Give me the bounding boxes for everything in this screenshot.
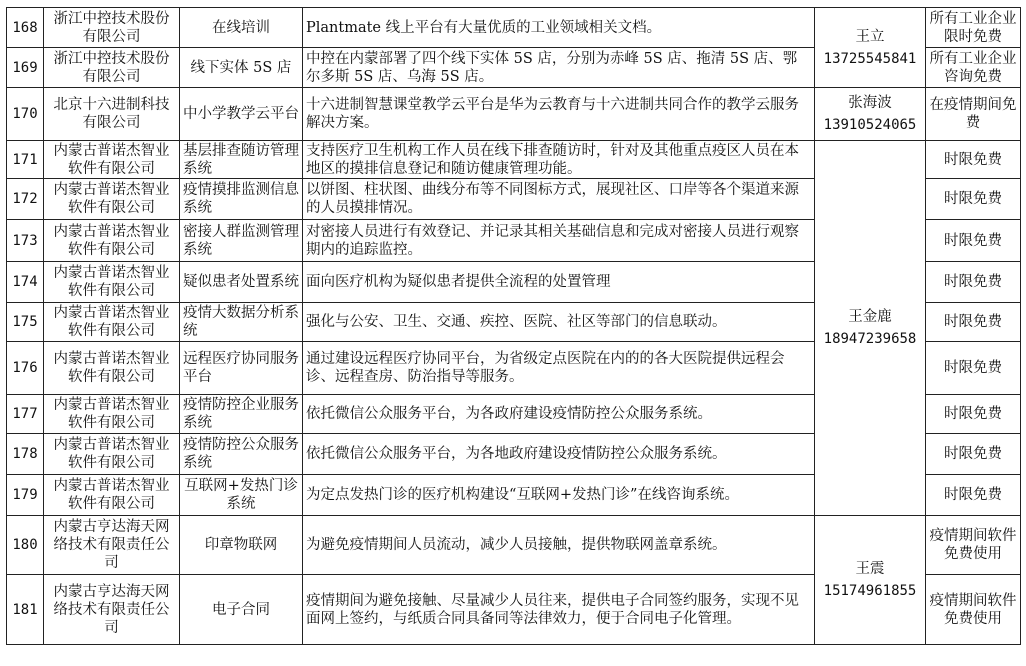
company-name: 内蒙古普诺杰智业软件有限公司 <box>44 141 180 179</box>
table-row <box>7 88 1021 141</box>
offer-note: 疫情期间软件免费使用 <box>926 575 1021 645</box>
product-name: 远程医疗协同服务平台 <box>180 342 303 395</box>
company-name: 内蒙古普诺杰智业软件有限公司 <box>44 475 180 516</box>
product-description: 为避免疫情期间人员流动，减少人员接触，提供物联网盖章系统。 <box>303 516 815 575</box>
offer-note: 时限免费 <box>926 262 1021 303</box>
company-name: 内蒙古普诺杰智业软件有限公司 <box>44 303 180 342</box>
row-number: 171 <box>7 141 44 179</box>
contact-phone: 15174961855 <box>823 583 917 599</box>
product-name: 线下实体 5S 店 <box>180 48 303 88</box>
contact-phone: 18947239658 <box>823 331 917 347</box>
product-description: 为定点发热门诊的医疗机构建设“互联网+发热门诊”在线咨询系统。 <box>303 475 815 516</box>
product-name: 基层排查随访管理系统 <box>180 141 303 179</box>
table-row <box>7 8 1021 48</box>
offer-note: 所有工业企业限时免费 <box>926 8 1021 48</box>
offer-note: 时限免费 <box>926 475 1021 516</box>
company-name: 内蒙古亨达海天网络技术有限责任公司 <box>44 516 180 575</box>
product-description: 通过建设远程医疗协同平台，为省级定点医院在内的的各大医院提供远程会诊、远程查房、防治指导等服务。 <box>303 342 815 395</box>
product-description: 对密接人员进行有效登记、并记录其相关基础信息和完成对密接人员进行观察期内的追踪监控。 <box>303 220 815 262</box>
row-number: 179 <box>7 475 44 516</box>
contact-cell <box>815 88 926 141</box>
offer-note: 疫情期间软件免费使用 <box>926 516 1021 575</box>
contact-cell <box>815 141 926 516</box>
offer-note: 时限免费 <box>926 303 1021 342</box>
row-number: 181 <box>7 575 44 645</box>
company-name: 内蒙古普诺杰智业软件有限公司 <box>44 179 180 220</box>
company-name: 内蒙古普诺杰智业软件有限公司 <box>44 342 180 395</box>
contact-name: 王立 <box>855 28 885 45</box>
company-name: 浙江中控技术股份有限公司 <box>44 8 180 48</box>
product-description: 中控在内蒙部署了四个线下实体 5S 店，分别为赤峰 5S 店、拖清 5S 店、鄂尔多斯 5S 店、乌海 5S 店。 <box>303 48 815 88</box>
offer-note: 时限免费 <box>926 434 1021 475</box>
row-number: 172 <box>7 179 44 220</box>
row-number: 177 <box>7 395 44 434</box>
product-description: 面向医疗机构为疑似患者提供全流程的处置管理 <box>303 262 815 303</box>
product-description: 依托微信公众服务平台，为各政府建设疫情防控公众服务系统。 <box>303 395 815 434</box>
offer-note: 在疫情期间免费 <box>926 88 1021 141</box>
offer-note: 时限免费 <box>926 179 1021 220</box>
product-name: 密接人群监测管理系统 <box>180 220 303 262</box>
row-number: 174 <box>7 262 44 303</box>
product-name: 印章物联网 <box>180 516 303 575</box>
offer-note: 时限免费 <box>926 395 1021 434</box>
product-name: 疫情防控企业服务系统 <box>180 395 303 434</box>
company-name: 北京十六进制科技有限公司 <box>44 88 180 141</box>
product-name: 电子合同 <box>180 575 303 645</box>
product-name: 中小学教学云平台 <box>180 88 303 141</box>
product-description: Plantmate 线上平台有大量优质的工业领域相关文档。 <box>303 8 815 48</box>
row-number: 175 <box>7 303 44 342</box>
company-name: 内蒙古普诺杰智业软件有限公司 <box>44 395 180 434</box>
product-description: 依托微信公众服务平台，为各地政府建设疫情防控公众服务系统。 <box>303 434 815 475</box>
contact-name: 王震 <box>855 561 885 577</box>
product-description: 十六进制智慧课堂教学云平台是华为云教育与十六进制共同合作的教学云服务解决方案。 <box>303 88 815 141</box>
service-table <box>6 7 1021 645</box>
offer-note: 所有工业企业咨询免费 <box>926 48 1021 88</box>
product-name: 疫情防控公众服务系统 <box>180 434 303 475</box>
product-description: 支持医疗卫生机构工作人员在线下排查随访时，针对及其他重点疫区人员在本地区的摸排信息登记和随访健康管理功能。 <box>303 141 815 179</box>
company-name: 内蒙古普诺杰智业软件有限公司 <box>44 434 180 475</box>
row-number: 173 <box>7 220 44 262</box>
row-number: 169 <box>7 48 44 88</box>
company-name: 浙江中控技术股份有限公司 <box>44 48 180 88</box>
row-number: 168 <box>7 8 44 48</box>
offer-note: 时限免费 <box>926 141 1021 179</box>
product-name: 疑似患者处置系统 <box>180 262 303 303</box>
row-number: 178 <box>7 434 44 475</box>
row-number: 176 <box>7 342 44 395</box>
offer-note: 时限免费 <box>926 220 1021 262</box>
offer-note: 时限免费 <box>926 342 1021 395</box>
product-name: 疫情摸排监测信息系统 <box>180 179 303 220</box>
product-description: 以饼图、柱状图、曲线分布等不同图标方式，展现社区、口岸等各个渠道来源的人员摸排情况。 <box>303 179 815 220</box>
product-name: 互联网+发热门诊系统 <box>180 475 303 516</box>
table-row <box>7 141 1021 179</box>
product-description: 疫情期间为避免接触、尽量减少人员往来，提供电子合同签约服务，实现不见面网上签约，与纸质合同具备同等法律效力，便于合同电子化管理。 <box>303 575 815 645</box>
contact-cell <box>815 516 926 645</box>
table-row <box>7 516 1021 575</box>
contact-name: 张海波 <box>848 95 892 111</box>
contact-phone: 13725545841 <box>823 50 917 67</box>
product-name: 在线培训 <box>180 8 303 48</box>
contact-cell <box>815 8 926 88</box>
product-description: 强化与公安、卫生、交通、疾控、医院、社区等部门的信息联动。 <box>303 303 815 342</box>
company-name: 内蒙古普诺杰智业软件有限公司 <box>44 262 180 303</box>
contact-name: 王金鹿 <box>848 309 892 325</box>
product-name: 疫情大数据分析系统 <box>180 303 303 342</box>
contact-phone: 13910524065 <box>823 117 917 133</box>
company-name: 内蒙古普诺杰智业软件有限公司 <box>44 220 180 262</box>
row-number: 170 <box>7 88 44 141</box>
company-name: 内蒙古亨达海天网络技术有限责任公司 <box>44 575 180 645</box>
row-number: 180 <box>7 516 44 575</box>
